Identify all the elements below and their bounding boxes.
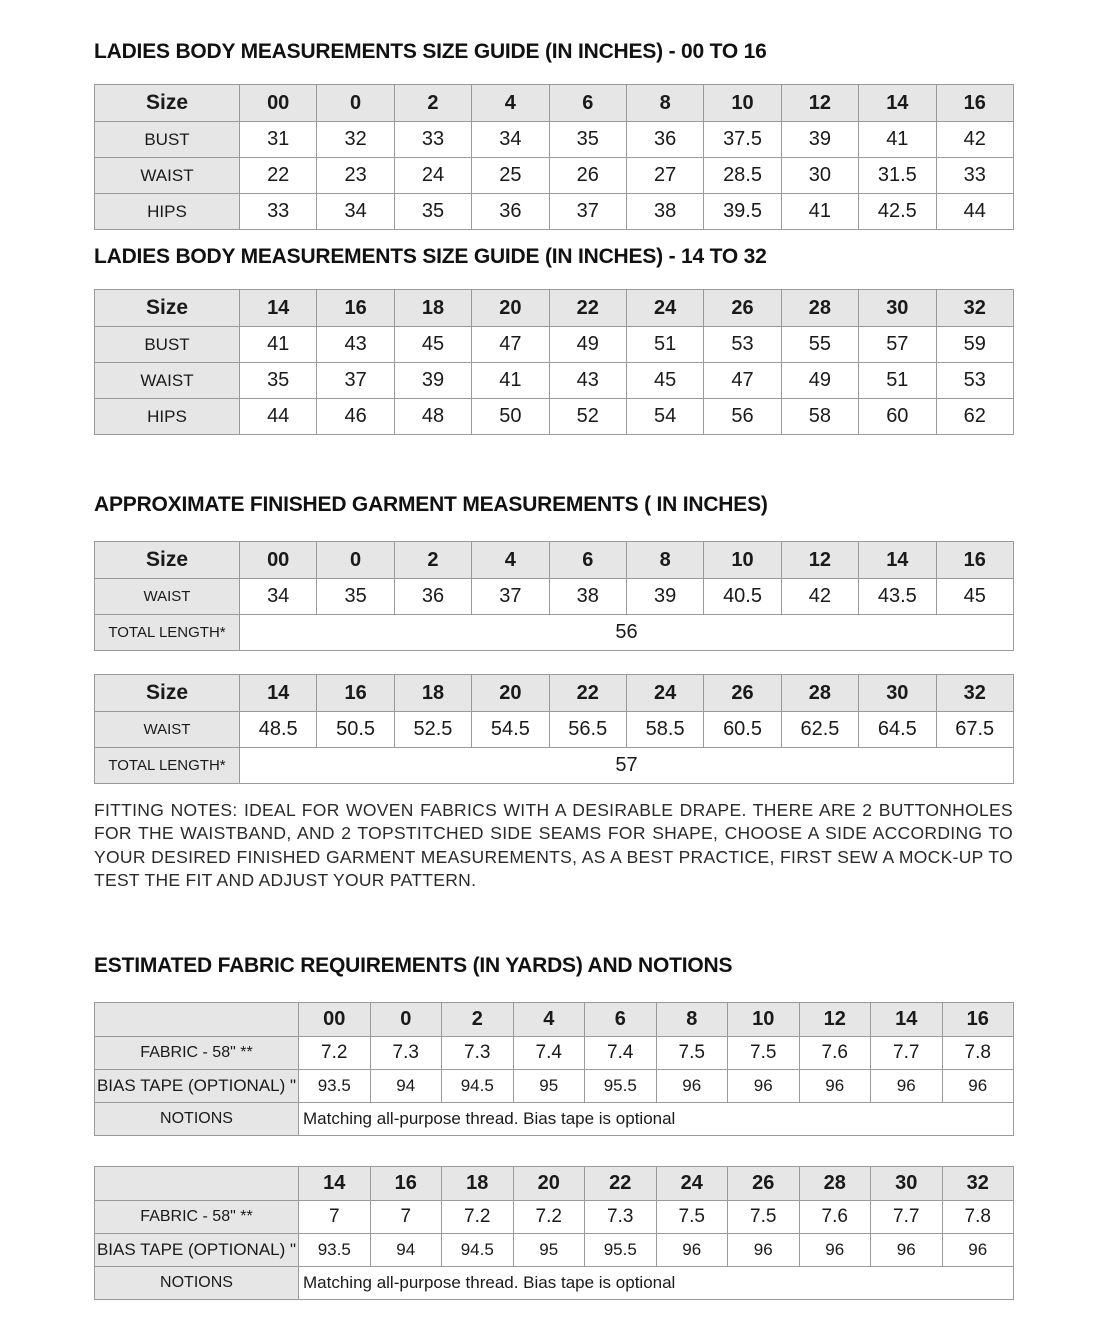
size-cell: 0 (317, 542, 394, 579)
notions-text: Matching all-purpose thread. Bias tape is optional (299, 1103, 1014, 1136)
size-cell: 16 (936, 542, 1013, 579)
value-cell: 96 (799, 1234, 871, 1267)
notions-row (95, 1103, 1014, 1136)
value-cell: 36 (626, 122, 703, 158)
value-cell: 93.5 (299, 1070, 371, 1103)
header-row (95, 675, 1014, 712)
value-cell: 56.5 (549, 712, 626, 748)
value-cell: 34 (240, 579, 317, 615)
value-cell: 36 (472, 194, 549, 230)
value-cell: 53 (704, 327, 781, 363)
value-cell: 51 (859, 363, 936, 399)
size-cell: 30 (871, 1167, 943, 1201)
value-cell: 54 (626, 399, 703, 435)
size-cell: 14 (859, 85, 936, 122)
value-cell: 41 (472, 363, 549, 399)
size-cell: 16 (317, 290, 394, 327)
hips-row (95, 399, 1014, 435)
value-cell: 96 (656, 1234, 728, 1267)
value-cell: 7.4 (513, 1037, 585, 1070)
value-cell: 37.5 (704, 122, 781, 158)
waist-row (95, 712, 1014, 748)
header-row (95, 85, 1014, 122)
value-cell: 7.8 (942, 1037, 1014, 1070)
value-cell: 37 (317, 363, 394, 399)
size-cell: 28 (781, 290, 858, 327)
size-cell: 14 (240, 290, 317, 327)
value-cell: 31 (240, 122, 317, 158)
value-cell: 62 (936, 399, 1013, 435)
value-cell: 35 (394, 194, 471, 230)
fitting-notes: FITTING NOTES: IDEAL FOR WOVEN FABRICS WITH A DESIRABLE DRAPE. THERE ARE 2 BUTTONHOLES FOR THE WAISTBAND, AND 2 TOPSTITCHED SIDE SEAMS FOR SHAPE, CHOOSE A SIDE ACCORDING TO YOUR DESIRED FINISHED GARMENT MEASUREMENTS, AS A BEST PRACTICE, FIRST SEW A MOCK-UP TO TEST THE FIT AND ADJUST YOUR PATTERN. (94, 800, 1013, 891)
size-cell: 26 (704, 675, 781, 712)
value-cell: 34 (317, 194, 394, 230)
size-cell: 18 (394, 675, 471, 712)
row-label: HIPS (95, 399, 240, 435)
size-cell: 24 (656, 1167, 728, 1201)
value-cell: 96 (799, 1070, 871, 1103)
value-cell: 58 (781, 399, 858, 435)
value-cell: 43 (549, 363, 626, 399)
size-cell: 28 (781, 675, 858, 712)
value-cell: 38 (549, 579, 626, 615)
row-label: BIAS TAPE (OPTIONAL) " (95, 1234, 299, 1267)
length-row (95, 615, 1014, 651)
value-cell: 42.5 (859, 194, 936, 230)
value-cell: 7.2 (442, 1201, 514, 1234)
bias-tape-row (95, 1070, 1014, 1103)
value-cell: 47 (472, 327, 549, 363)
value-cell: 50 (472, 399, 549, 435)
value-cell: 7.3 (585, 1201, 657, 1234)
size-cell: 18 (394, 290, 471, 327)
length-value: 57 (240, 748, 1014, 784)
value-cell: 39.5 (704, 194, 781, 230)
value-cell: 22 (240, 158, 317, 194)
size-cell: 00 (240, 542, 317, 579)
waist-row (95, 579, 1014, 615)
size-cell: 00 (240, 85, 317, 122)
header-row (95, 290, 1014, 327)
size-cell: 10 (704, 85, 781, 122)
value-cell: 46 (317, 399, 394, 435)
value-cell: 64.5 (859, 712, 936, 748)
size-cell: 4 (472, 542, 549, 579)
size-cell: 10 (728, 1003, 800, 1037)
size-cell: 4 (513, 1003, 585, 1037)
header-row (95, 1003, 1014, 1037)
value-cell: 33 (240, 194, 317, 230)
waist-row (95, 363, 1014, 399)
size-cell: 8 (626, 542, 703, 579)
size-cell: 12 (781, 542, 858, 579)
value-cell: 33 (394, 122, 471, 158)
garment-title: APPROXIMATE FINISHED GARMENT MEASUREMENTS ( IN INCHES) (94, 493, 768, 516)
row-label: NOTIONS (95, 1267, 299, 1300)
size-cell: 24 (626, 675, 703, 712)
value-cell: 7.5 (656, 1037, 728, 1070)
value-cell: 7.5 (656, 1201, 728, 1234)
value-cell: 43 (317, 327, 394, 363)
value-cell: 96 (942, 1234, 1014, 1267)
value-cell: 7.6 (799, 1201, 871, 1234)
size-cell: 16 (317, 675, 394, 712)
value-cell: 95 (513, 1070, 585, 1103)
size-cell: 2 (442, 1003, 514, 1037)
row-label: BUST (95, 327, 240, 363)
value-cell: 48 (394, 399, 471, 435)
size-cell: 10 (704, 542, 781, 579)
row-label: TOTAL LENGTH* (95, 748, 240, 784)
size-cell: 16 (942, 1003, 1014, 1037)
waist-row (95, 158, 1014, 194)
value-cell: 41 (240, 327, 317, 363)
size-cell: 20 (472, 290, 549, 327)
value-cell: 96 (871, 1070, 943, 1103)
value-cell: 27 (626, 158, 703, 194)
notions-text: Matching all-purpose thread. Bias tape is optional (299, 1267, 1014, 1300)
value-cell: 23 (317, 158, 394, 194)
row-label: BIAS TAPE (OPTIONAL) " (95, 1070, 299, 1103)
size-cell: 28 (799, 1167, 871, 1201)
size-header: Size (95, 675, 240, 712)
row-label: TOTAL LENGTH* (95, 615, 240, 651)
value-cell: 7.5 (728, 1201, 800, 1234)
size-cell: 26 (704, 290, 781, 327)
value-cell: 49 (549, 327, 626, 363)
size-cell: 22 (549, 290, 626, 327)
value-cell: 7 (299, 1201, 371, 1234)
value-cell: 7.8 (942, 1201, 1014, 1234)
size-cell: 0 (317, 85, 394, 122)
header-row (95, 542, 1014, 579)
value-cell: 25 (472, 158, 549, 194)
value-cell: 96 (871, 1234, 943, 1267)
value-cell: 7.3 (442, 1037, 514, 1070)
value-cell: 34 (472, 122, 549, 158)
value-cell: 7.5 (728, 1037, 800, 1070)
blank-header (95, 1003, 299, 1037)
size-cell: 20 (513, 1167, 585, 1201)
size-cell: 0 (370, 1003, 442, 1037)
value-cell: 44 (240, 399, 317, 435)
row-label: NOTIONS (95, 1103, 299, 1136)
value-cell: 24 (394, 158, 471, 194)
row-label: WAIST (95, 363, 240, 399)
size-cell: 6 (549, 542, 626, 579)
bias-tape-row (95, 1234, 1014, 1267)
size-header: Size (95, 85, 240, 122)
row-label: FABRIC - 58" ** (95, 1037, 299, 1070)
size-cell: 12 (799, 1003, 871, 1037)
notions-row (95, 1267, 1014, 1300)
blank-header (95, 1167, 299, 1201)
value-cell: 94 (370, 1070, 442, 1103)
value-cell: 96 (656, 1070, 728, 1103)
garment-table-2 (94, 674, 1014, 784)
value-cell: 96 (728, 1234, 800, 1267)
size-cell: 16 (936, 85, 1013, 122)
value-cell: 58.5 (626, 712, 703, 748)
size-cell: 16 (370, 1167, 442, 1201)
value-cell: 35 (317, 579, 394, 615)
size-cell: 14 (859, 542, 936, 579)
value-cell: 7.4 (585, 1037, 657, 1070)
value-cell: 45 (394, 327, 471, 363)
fabric-table-2 (94, 1166, 1014, 1300)
fabric-title: ESTIMATED FABRIC REQUIREMENTS (IN YARDS) AND NOTIONS (94, 954, 733, 977)
value-cell: 33 (936, 158, 1013, 194)
bust-row (95, 327, 1014, 363)
length-row (95, 748, 1014, 784)
value-cell: 47 (704, 363, 781, 399)
row-label: WAIST (95, 712, 240, 748)
size-cell: 2 (394, 85, 471, 122)
value-cell: 41 (781, 194, 858, 230)
size-cell: 8 (656, 1003, 728, 1037)
row-label: HIPS (95, 194, 240, 230)
size-cell: 24 (626, 290, 703, 327)
size-cell: 20 (472, 675, 549, 712)
fabric-row (95, 1037, 1014, 1070)
body-guide-2-table (94, 289, 1014, 435)
size-cell: 22 (549, 675, 626, 712)
body-guide-1-title: LADIES BODY MEASUREMENTS SIZE GUIDE (IN INCHES) - 00 TO 16 (94, 40, 767, 63)
size-cell: 12 (781, 85, 858, 122)
value-cell: 7.7 (871, 1201, 943, 1234)
value-cell: 56 (704, 399, 781, 435)
value-cell: 95.5 (585, 1234, 657, 1267)
value-cell: 7.2 (299, 1037, 371, 1070)
length-value: 56 (240, 615, 1014, 651)
row-label: BUST (95, 122, 240, 158)
value-cell: 67.5 (936, 712, 1013, 748)
value-cell: 32 (317, 122, 394, 158)
size-cell: 2 (394, 542, 471, 579)
value-cell: 42 (936, 122, 1013, 158)
value-cell: 35 (240, 363, 317, 399)
value-cell: 55 (781, 327, 858, 363)
row-label: WAIST (95, 579, 240, 615)
value-cell: 96 (728, 1070, 800, 1103)
size-cell: 8 (626, 85, 703, 122)
value-cell: 62.5 (781, 712, 858, 748)
hips-row (95, 194, 1014, 230)
value-cell: 48.5 (240, 712, 317, 748)
row-label: WAIST (95, 158, 240, 194)
value-cell: 35 (549, 122, 626, 158)
size-cell: 6 (549, 85, 626, 122)
size-cell: 18 (442, 1167, 514, 1201)
garment-table-1 (94, 541, 1014, 651)
value-cell: 94.5 (442, 1234, 514, 1267)
value-cell: 7.7 (871, 1037, 943, 1070)
body-guide-1-table (94, 84, 1014, 230)
size-cell: 22 (585, 1167, 657, 1201)
size-cell: 32 (942, 1167, 1014, 1201)
size-header: Size (95, 542, 240, 579)
value-cell: 54.5 (472, 712, 549, 748)
size-cell: 14 (871, 1003, 943, 1037)
value-cell: 38 (626, 194, 703, 230)
value-cell: 57 (859, 327, 936, 363)
value-cell: 7.2 (513, 1201, 585, 1234)
value-cell: 28.5 (704, 158, 781, 194)
fabric-table-1 (94, 1002, 1014, 1136)
value-cell: 39 (781, 122, 858, 158)
size-cell: 30 (859, 290, 936, 327)
size-cell: 14 (240, 675, 317, 712)
value-cell: 51 (626, 327, 703, 363)
value-cell: 40.5 (704, 579, 781, 615)
value-cell: 59 (936, 327, 1013, 363)
value-cell: 36 (394, 579, 471, 615)
value-cell: 52 (549, 399, 626, 435)
value-cell: 45 (936, 579, 1013, 615)
value-cell: 42 (781, 579, 858, 615)
value-cell: 26 (549, 158, 626, 194)
value-cell: 45 (626, 363, 703, 399)
value-cell: 7.6 (799, 1037, 871, 1070)
value-cell: 43.5 (859, 579, 936, 615)
value-cell: 94.5 (442, 1070, 514, 1103)
value-cell: 41 (859, 122, 936, 158)
value-cell: 53 (936, 363, 1013, 399)
value-cell: 30 (781, 158, 858, 194)
value-cell: 94 (370, 1234, 442, 1267)
body-guide-2-title: LADIES BODY MEASUREMENTS SIZE GUIDE (IN INCHES) - 14 TO 32 (94, 245, 767, 268)
value-cell: 7 (370, 1201, 442, 1234)
size-cell: 00 (299, 1003, 371, 1037)
bust-row (95, 122, 1014, 158)
value-cell: 44 (936, 194, 1013, 230)
value-cell: 60 (859, 399, 936, 435)
value-cell: 52.5 (394, 712, 471, 748)
value-cell: 37 (472, 579, 549, 615)
value-cell: 96 (942, 1070, 1014, 1103)
value-cell: 95.5 (585, 1070, 657, 1103)
value-cell: 37 (549, 194, 626, 230)
size-cell: 14 (299, 1167, 371, 1201)
fabric-row (95, 1201, 1014, 1234)
header-row (95, 1167, 1014, 1201)
value-cell: 49 (781, 363, 858, 399)
size-cell: 30 (859, 675, 936, 712)
value-cell: 39 (394, 363, 471, 399)
size-cell: 26 (728, 1167, 800, 1201)
size-cell: 4 (472, 85, 549, 122)
value-cell: 50.5 (317, 712, 394, 748)
value-cell: 31.5 (859, 158, 936, 194)
value-cell: 7.3 (370, 1037, 442, 1070)
value-cell: 60.5 (704, 712, 781, 748)
row-label: FABRIC - 58" ** (95, 1201, 299, 1234)
size-cell: 6 (585, 1003, 657, 1037)
size-cell: 32 (936, 290, 1013, 327)
value-cell: 39 (626, 579, 703, 615)
value-cell: 95 (513, 1234, 585, 1267)
value-cell: 93.5 (299, 1234, 371, 1267)
size-header: Size (95, 290, 240, 327)
size-cell: 32 (936, 675, 1013, 712)
